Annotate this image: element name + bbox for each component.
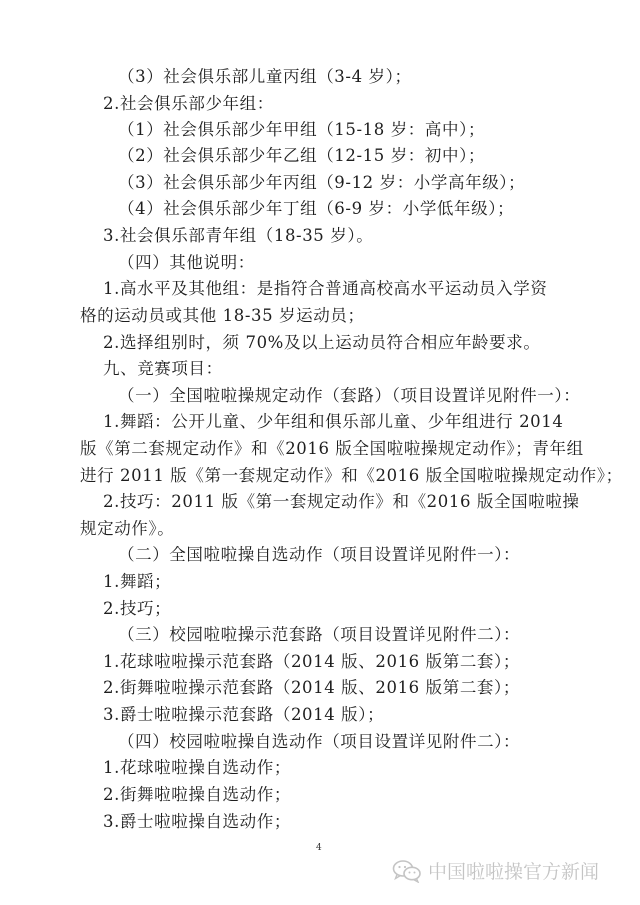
- text-line: （4）社会俱乐部少年丁组（6-9 岁：小学低年级）；: [118, 199, 515, 218]
- text-line: 1.高水平及其他组：是指符合普通高校高水平运动员入学资: [103, 279, 548, 298]
- text-line: （1）社会俱乐部少年甲组（15-18 岁：高中）；: [118, 120, 486, 139]
- page-number: 4: [316, 843, 322, 853]
- text-line: 1.舞蹈；: [103, 572, 172, 591]
- text-line: （3）社会俱乐部少年丙组（9-12 岁：小学高年级）；: [118, 173, 526, 192]
- section-heading: （二）全国啦啦操自选动作（项目设置详见附件一）：: [118, 545, 521, 564]
- text-line: 规定动作》。: [80, 519, 175, 538]
- text-line: 版《第二套规定动作》和《2016 版全国啦啦操规定动作》；青年组: [80, 439, 584, 458]
- watermark: [392, 857, 599, 884]
- text-line: 3.爵士啦啦操示范套路（2014 版）；: [103, 705, 385, 724]
- section-heading: （四）其他说明：: [118, 253, 255, 272]
- text-line: （2）社会俱乐部少年乙组（12-15 岁：初中）；: [118, 146, 486, 165]
- section-heading: 九、竞赛项目：: [103, 359, 223, 378]
- watermark-text: 中国啦啦操官方新闻: [428, 861, 600, 883]
- text-line: 2.技巧：2011 版《第一套规定动作》和《2016 版全国啦啦操: [103, 492, 580, 511]
- text-line: （3）社会俱乐部儿童丙组（3-4 岁）；: [118, 67, 412, 86]
- text-line: 3.社会俱乐部青年组（18-35 岁）。: [103, 226, 374, 245]
- text-line: 3.爵士啦啦操自选动作；: [103, 812, 291, 831]
- text-line: 2.街舞啦啦操自选动作；: [103, 785, 291, 804]
- text-line: 格的运动员或其他 18-35 岁运动员；: [80, 306, 365, 325]
- text-line: 进行 2011 版《第一套规定动作》和《2016 版全国啦啦操规定动作》；: [80, 466, 623, 485]
- section-heading: （一）全国啦啦操规定动作（套路）（项目设置详见附件一）：: [118, 386, 581, 405]
- text-line: 1.花球啦啦操自选动作；: [103, 758, 291, 777]
- text-line: 2.街舞啦啦操示范套路（2014 版、2016 版第二套）；: [103, 678, 520, 697]
- wechat-icon: [392, 859, 422, 883]
- text-line: 2.技巧；: [103, 599, 172, 618]
- text-line: 2.社会俱乐部少年组：: [103, 94, 274, 113]
- text-line: 1.花球啦啦操示范套路（2014 版、2016 版第二套）；: [103, 652, 520, 671]
- section-heading: （四）校园啦啦操自选动作（项目设置详见附件二）：: [118, 732, 521, 751]
- text-line: 1.舞蹈：公开儿童、少年组和俱乐部儿童、少年组进行 2014: [103, 412, 564, 431]
- section-heading: （三）校园啦啦操示范套路（项目设置详见附件二）：: [118, 625, 521, 644]
- text-line: 2.选择组别时，须 70%及以上运动员符合相应年龄要求。: [103, 333, 541, 352]
